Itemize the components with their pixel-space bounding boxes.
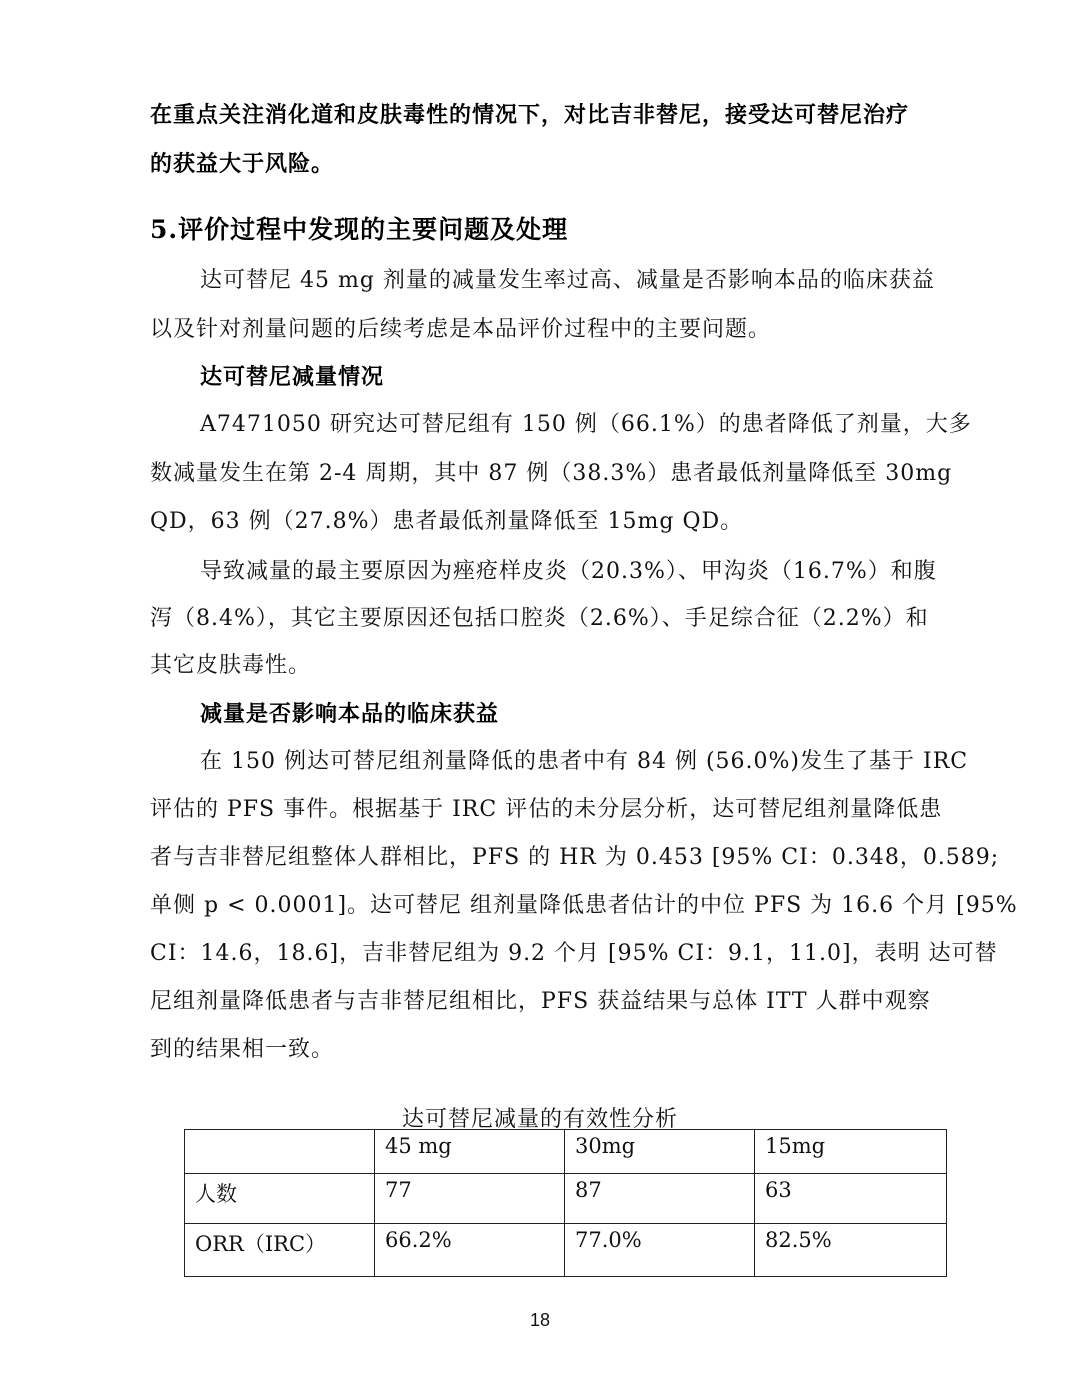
- subheading-dose-reduction: 达可替尼减量情况: [200, 364, 385, 390]
- dose-para1-line-1: A7471050 研究达可替尼组有 150 例（66.1%）的患者降低了剂量，大多: [200, 412, 972, 437]
- subheading-clinical-benefit: 减量是否影响本品的临床获益: [200, 701, 500, 727]
- benefit-line-3: 者与吉非替尼组整体人群相比，PFS 的 HR 为 0.453 [95% CI：0.348，0.589;: [150, 845, 1000, 870]
- table-row: [185, 1174, 947, 1224]
- benefit-line-7: 到的结果相一致。: [150, 1037, 335, 1062]
- dose-para2-line-3: 其它皮肤毒性。: [150, 653, 312, 678]
- table-row: [185, 1224, 947, 1277]
- benefit-line-2: 评估的 PFS 事件。根据基于 IRC 评估的未分层分析，达可替尼组剂量降低患: [150, 797, 943, 822]
- table-header-cell: 15mg: [755, 1130, 947, 1174]
- efficacy-table: [184, 1129, 947, 1277]
- section-para-line-1: 达可替尼 45 mg 剂量的减量发生率过高、减量是否影响本品的临床获益: [200, 268, 935, 293]
- table-cell: 63: [755, 1174, 947, 1224]
- table-cell: 66.2%: [375, 1224, 565, 1277]
- table-cell: 人数: [185, 1174, 375, 1224]
- intro-line-2: 的获益大于风险。: [150, 151, 335, 177]
- intro-line-1: 在重点关注消化道和皮肤毒性的情况下，对比吉非替尼，接受达可替尼治疗: [150, 102, 910, 128]
- table-cell: ORR（IRC）: [185, 1224, 375, 1277]
- table-header-cell: [185, 1130, 375, 1174]
- table-header-cell: 30mg: [565, 1130, 755, 1174]
- dose-para2-line-2: 泻（8.4%），其它主要原因还包括口腔炎（2.6%）、手足综合征（2.2%）和: [150, 606, 929, 631]
- table-cell: 77.0%: [565, 1224, 755, 1277]
- benefit-line-1: 在 150 例达可替尼组剂量降低的患者中有 84 例 (56.0%)发生了基于 IRC: [200, 749, 969, 774]
- table-cell: 77: [375, 1174, 565, 1224]
- benefit-line-5: CI：14.6，18.6]，吉非替尼组为 9.2 个月 [95% CI：9.1，11.0]，表明 达可替: [150, 941, 998, 966]
- table-cell: 87: [565, 1174, 755, 1224]
- benefit-line-6: 尼组剂量降低患者与吉非替尼组相比，PFS 获益结果与总体 ITT 人群中观察: [150, 989, 931, 1014]
- benefit-line-4: 单侧 p < 0.0001]。达可替尼 组剂量降低患者估计的中位 PFS 为 16.6 个月 [95%: [150, 893, 1018, 918]
- section-heading: 5.评价过程中发现的主要问题及处理: [150, 215, 569, 244]
- section-para-line-2: 以及针对剂量问题的后续考虑是本品评价过程中的主要问题。: [150, 317, 772, 342]
- page-number: 18: [529, 1310, 551, 1330]
- table-cell: 82.5%: [755, 1224, 947, 1277]
- table-header-cell: 45 mg: [375, 1130, 565, 1174]
- table-caption: 达可替尼减量的有效性分析: [401, 1107, 678, 1132]
- dose-para2-line-1: 导致减量的最主要原因为痤疮样皮炎（20.3%）、甲沟炎（16.7%）和腹: [200, 559, 937, 584]
- dose-para1-line-2: 数减量发生在第 2-4 周期，其中 87 例（38.3%）患者最低剂量降低至 30mg: [150, 461, 953, 486]
- table-header-row: [185, 1130, 947, 1174]
- dose-para1-line-3: QD，63 例（27.8%）患者最低剂量降低至 15mg QD。: [150, 509, 744, 534]
